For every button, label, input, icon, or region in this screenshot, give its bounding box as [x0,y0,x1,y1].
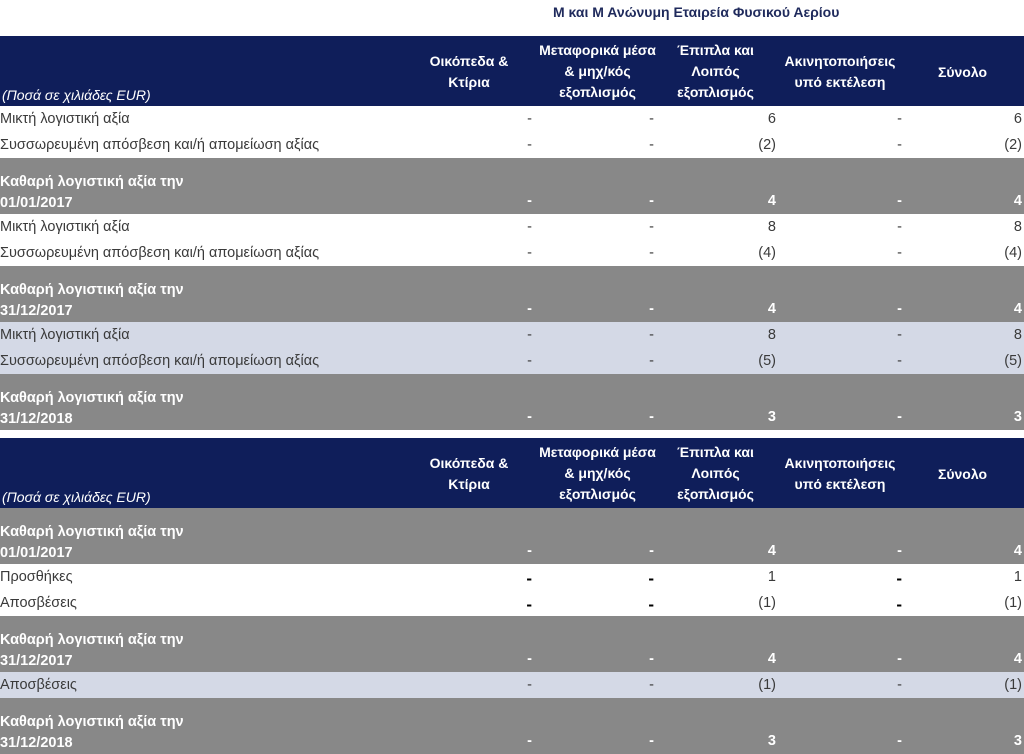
cell-value: 4 [1013,543,1022,559]
cell-value: - [527,353,532,369]
table-row [0,106,1024,132]
cell-value: 8 [1013,327,1022,343]
table-row [0,348,1024,374]
row-label: Αποσβέσεις [0,677,77,693]
table-row [0,240,1024,266]
cell-value: - [897,327,902,343]
row-label: Συσσωρευμένη απόσβεση και/ή απομείωση αξίας [0,245,320,261]
cell-value: - [649,301,654,317]
cell-value: - [526,595,532,614]
cell-value: - [527,651,532,667]
cell-value: - [649,651,654,667]
cell-value: - [649,327,654,343]
subtotal-row [0,266,1024,322]
cell-value: (2) [1004,137,1022,153]
cell-value: - [897,353,902,369]
row-label: Συσσωρευμένη απόσβεση και/ή απομείωση αξίας [0,137,320,153]
cell-value: - [896,595,902,614]
cell-value: - [527,543,532,559]
cell-value: 8 [767,219,776,235]
cell-value: - [527,301,532,317]
cell-value: - [527,245,532,261]
cell-value: (1) [758,595,776,611]
cell-value: (2) [758,137,776,153]
row-label: Καθαρή λογιστική αξία την 31/12/2018 [0,714,184,751]
table-row [0,214,1024,240]
cell-value: - [649,409,654,425]
cell-value: - [897,543,902,559]
row-label: Καθαρή λογιστική αξία την 31/12/2018 [0,390,184,427]
cell-value: - [527,327,532,343]
row-label: Καθαρή λογιστική αξία την 01/01/2017 [0,174,184,211]
cell-value: 3 [767,409,776,425]
table-row [0,132,1024,158]
column-header: Ακινητοποιήσεις υπό εκτέλεση [784,455,896,492]
table-header [0,438,1024,508]
fixed-assets-table-1 [0,36,1024,430]
cell-value: - [527,193,532,209]
cell-value: 3 [1013,409,1022,425]
cell-value: 3 [1013,733,1022,749]
cell-value: - [526,569,532,588]
cell-value: (1) [758,677,776,693]
table-row [0,590,1024,616]
cell-value: - [649,111,654,127]
column-header: Έπιπλα και Λοιπός εξοπλισμός [677,444,754,502]
cell-value: 1 [767,569,776,585]
cell-value: - [897,301,902,317]
cell-value: (5) [758,353,776,369]
subtotal-row [0,698,1024,754]
cell-value: - [897,677,902,693]
table-row [0,322,1024,348]
cell-value: 4 [767,543,776,559]
cell-value: - [896,569,902,588]
cell-value: - [897,409,902,425]
table-row [0,672,1024,698]
column-header: Σύνολο [937,64,988,80]
cell-value: 6 [767,111,776,127]
cell-value: - [527,733,532,749]
cell-value: - [897,245,902,261]
cell-value: 4 [1013,193,1022,209]
column-header: Μεταφορικά μέσα & μηχ/κός εξοπλισμός [539,42,656,100]
cell-value: - [897,733,902,749]
cell-value: (1) [1004,677,1022,693]
cell-value: - [527,219,532,235]
row-label: Προσθήκες [0,569,73,585]
row-label: Μικτή λογιστική αξία [0,327,130,343]
cell-value: 4 [767,651,776,667]
unit-label: (Ποσά σε χιλιάδες EUR) [2,87,151,103]
cell-value: - [897,193,902,209]
cell-value: - [527,111,532,127]
cell-value: 1 [1013,569,1022,585]
row-label: Αποσβέσεις [0,595,77,611]
unit-label: (Ποσά σε χιλιάδες EUR) [2,489,151,505]
subtotal-row [0,616,1024,672]
row-label: Καθαρή λογιστική αξία την 31/12/2017 [0,282,184,319]
cell-value: 3 [767,733,776,749]
cell-value: - [897,651,902,667]
row-label: Μικτή λογιστική αξία [0,111,130,127]
cell-value: - [897,111,902,127]
cell-value: 4 [1013,301,1022,317]
cell-value: (5) [1004,353,1022,369]
column-header: Ακινητοποιήσεις υπό εκτέλεση [784,53,896,90]
cell-value: - [649,245,654,261]
cell-value: - [527,677,532,693]
cell-value: (4) [1004,245,1022,261]
cell-value: - [648,595,654,614]
cell-value: - [649,137,654,153]
cell-value: 4 [767,301,776,317]
company-title-text: Μ και Μ Ανώνυμη Εταιρεία Φυσικού Αερίου [553,4,840,20]
cell-value: (1) [1004,595,1022,611]
cell-value: - [897,219,902,235]
cell-value: - [648,569,654,588]
cell-value: - [649,353,654,369]
cell-value: - [649,543,654,559]
table-header [0,36,1024,106]
row-label: Καθαρή λογιστική αξία την 01/01/2017 [0,524,184,561]
cell-value: - [649,193,654,209]
subtotal-row [0,158,1024,214]
cell-value: - [527,137,532,153]
row-label: Μικτή λογιστική αξία [0,219,130,235]
column-header: Οικόπεδα & Κτίρια [429,455,509,492]
cell-value: - [897,137,902,153]
cell-value: - [649,219,654,235]
company-title [0,0,1024,26]
cell-value: 8 [1013,219,1022,235]
row-label: Καθαρή λογιστική αξία την 31/12/2017 [0,632,184,669]
cell-value: - [649,733,654,749]
column-header: Σύνολο [937,466,988,482]
column-header: Μεταφορικά μέσα & μηχ/κός εξοπλισμός [539,444,656,502]
cell-value: - [527,409,532,425]
subtotal-row [0,374,1024,430]
cell-value: 4 [1013,651,1022,667]
row-label: Συσσωρευμένη απόσβεση και/ή απομείωση αξίας [0,353,320,369]
cell-value: 6 [1013,111,1022,127]
cell-value: 4 [767,193,776,209]
cell-value: 8 [767,327,776,343]
cell-value: - [649,677,654,693]
column-header: Έπιπλα και Λοιπός εξοπλισμός [677,42,754,100]
fixed-assets-table-2 [0,438,1024,754]
table-row [0,564,1024,590]
cell-value: (4) [758,245,776,261]
subtotal-row [0,508,1024,564]
column-header: Οικόπεδα & Κτίρια [429,53,509,90]
